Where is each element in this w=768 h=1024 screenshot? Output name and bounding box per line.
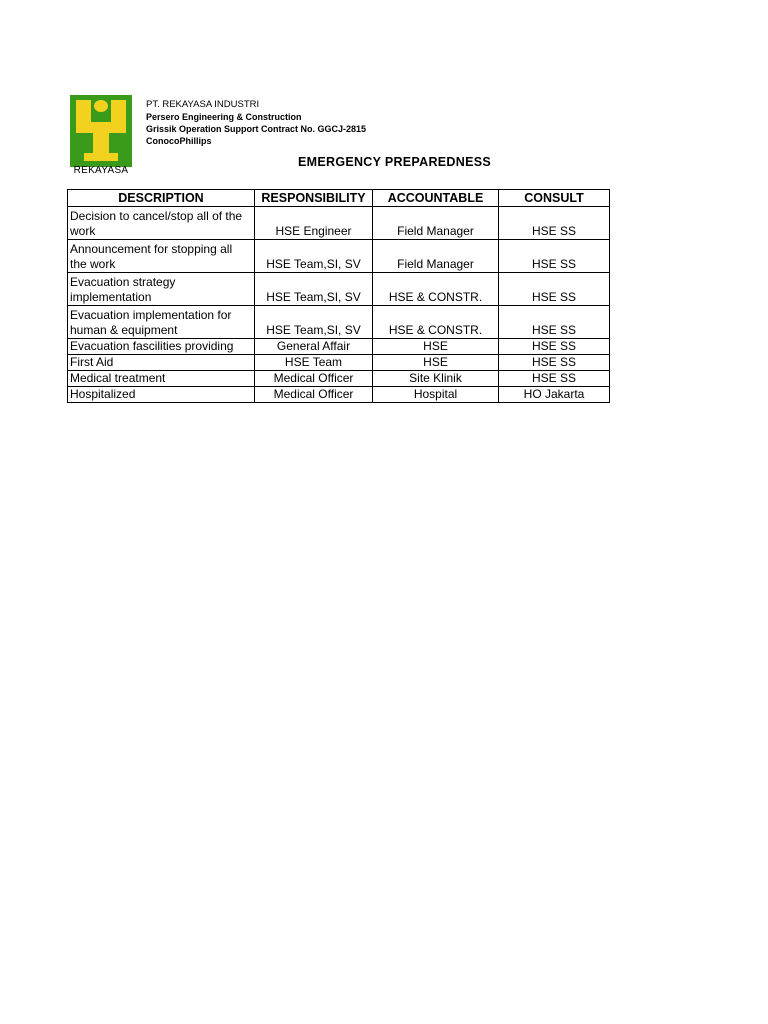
rekayasa-logo: [70, 95, 132, 167]
column-header-accountable: ACCOUNTABLE: [373, 190, 499, 207]
cell-consult: HSE SS: [499, 273, 610, 306]
cell-description: Decision to cancel/stop all of the work: [68, 207, 255, 240]
cell-accountable: Hospital: [373, 387, 499, 403]
column-header-consult: CONSULT: [499, 190, 610, 207]
responsibility-table: [67, 189, 610, 403]
cell-description: First Aid: [68, 355, 255, 371]
column-header-responsibility: RESPONSIBILITY: [255, 190, 373, 207]
company-info: [146, 99, 366, 147]
cell-accountable: HSE & CONSTR.: [373, 306, 499, 339]
cell-consult: HSE SS: [499, 306, 610, 339]
cell-responsibility: HSE Team,SI, SV: [255, 306, 373, 339]
table-row: [68, 273, 610, 306]
table-row: [68, 387, 610, 403]
cell-accountable: HSE: [373, 339, 499, 355]
cell-accountable: Field Manager: [373, 240, 499, 273]
column-header-description: DESCRIPTION: [68, 190, 255, 207]
table-row: [68, 355, 610, 371]
cell-consult: HSE SS: [499, 355, 610, 371]
cell-consult: HSE SS: [499, 371, 610, 387]
table-row: [68, 240, 610, 273]
company-name: PT. REKAYASA INDUSTRI: [146, 99, 260, 110]
contract-number: Grissik Operation Support Contract No. GGCJ-2815: [146, 124, 367, 134]
cell-description: Evacuation strategy implementation: [68, 273, 255, 306]
cell-responsibility: HSE Engineer: [255, 207, 373, 240]
logo-caption: REKAYASA: [73, 165, 129, 176]
cell-responsibility: General Affair: [255, 339, 373, 355]
cell-consult: HSE SS: [499, 339, 610, 355]
cell-description: Hospitalized: [68, 387, 255, 403]
cell-responsibility: HSE Team,SI, SV: [255, 240, 373, 273]
page-title: EMERGENCY PREPAREDNESS: [298, 155, 491, 169]
cell-consult: HSE SS: [499, 207, 610, 240]
cell-consult: HSE SS: [499, 240, 610, 273]
table-row: [68, 371, 610, 387]
table-row: [68, 207, 610, 240]
cell-responsibility: HSE Team,SI, SV: [255, 273, 373, 306]
cell-description: Announcement for stopping all the work: [68, 240, 255, 273]
cell-description: Evacuation implementation for human & equipment: [68, 306, 255, 339]
cell-responsibility: HSE Team: [255, 355, 373, 371]
cell-description: Evacuation fascilities providing: [68, 339, 255, 355]
cell-accountable: Site Klinik: [373, 371, 499, 387]
cell-accountable: HSE & CONSTR.: [373, 273, 499, 306]
client-name: ConocoPhillips: [146, 136, 212, 146]
cell-accountable: Field Manager: [373, 207, 499, 240]
table-row: [68, 306, 610, 339]
cell-responsibility: Medical Officer: [255, 387, 373, 403]
cell-accountable: HSE: [373, 355, 499, 371]
cell-description: Medical treatment: [68, 371, 255, 387]
company-division: Persero Engineering & Construction: [146, 112, 302, 122]
table-row: [68, 339, 610, 355]
cell-consult: HO Jakarta: [499, 387, 610, 403]
cell-responsibility: Medical Officer: [255, 371, 373, 387]
table-header-row: [68, 190, 610, 207]
